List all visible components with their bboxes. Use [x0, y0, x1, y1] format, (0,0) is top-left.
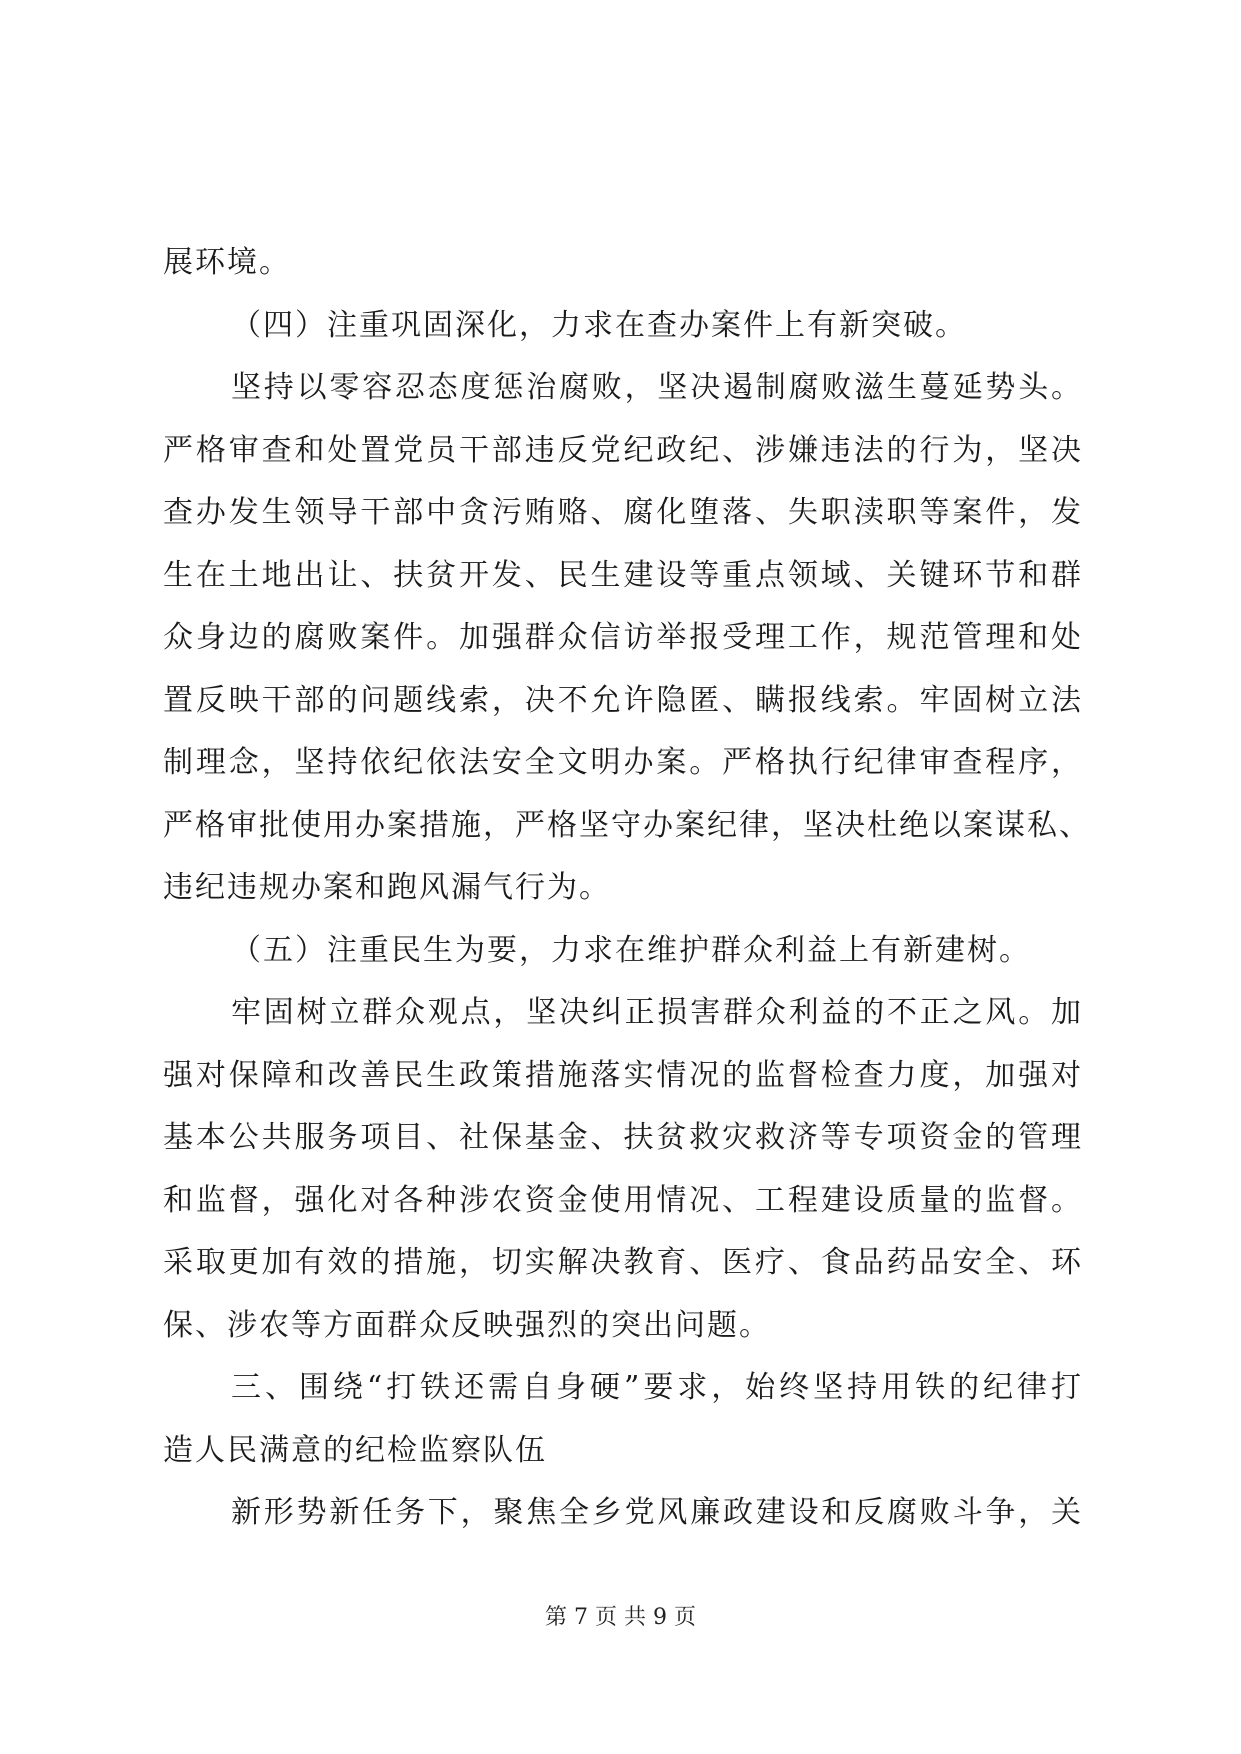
paragraph-line: 违纪违规办案和跑风漏气行为。 — [163, 870, 611, 905]
section-heading: 造人民满意的纪检监察队伍 — [163, 1432, 547, 1468]
section-heading: （五）注重民生为要，力求在维护群众利益上有新建树。 — [231, 932, 1031, 968]
paragraph-line: 牢固树立群众观点，坚决纠正损害群众利益的不正之风。加 — [231, 995, 1083, 1030]
paragraph-line: 生在土地出让、扶贫开发、民生建设等重点领域、关键环节和群 — [163, 557, 1083, 593]
paragraph-line: 众身边的腐败案件。加强群众信访举报受理工作，规范管理和处 — [163, 620, 1083, 655]
paragraph-line: 保、涉农等方面群众反映强烈的突出问题。 — [163, 1307, 771, 1343]
section-heading: 三、围绕“打铁还需自身硬”要求，始终坚持用铁的纪律打 — [231, 1370, 1083, 1405]
paragraph-line: 采取更加有效的措施，切实解决教育、医疗、食品药品安全、环 — [163, 1245, 1083, 1280]
paragraph-line: 严格审批使用办案措施，严格坚守办案纪律，坚决杜绝以案谋私、 — [163, 807, 1091, 843]
page-number-footer: 第 7 页 共 9 页 — [545, 1605, 696, 1630]
paragraph-line: 新形势新任务下，聚焦全乡党风廉政建设和反腐败斗争，关 — [231, 1495, 1083, 1530]
paragraph-line: 基本公共服务项目、社保基金、扶贫救灾救济等专项资金的管理 — [163, 1120, 1083, 1155]
paragraph-line: 和监督，强化对各种涉农资金使用情况、工程建设质量的监督。 — [163, 1182, 1083, 1218]
paragraph-line: 置反映干部的问题线索，决不允许隐匿、瞒报线索。牢固树立法 — [163, 682, 1083, 718]
section-heading: （四）注重巩固深化，力求在查办案件上有新突破。 — [231, 307, 967, 343]
text-line: 展环境。 — [163, 245, 291, 280]
document-body — [163, 232, 1091, 1545]
paragraph-line: 制理念，坚持依纪依法安全文明办案。严格执行纪律审查程序， — [163, 745, 1083, 780]
paragraph-line: 强对保障和改善民生政策措施落实情况的监督检查力度，加强对 — [163, 1057, 1083, 1093]
paragraph-line: 坚持以零容忍态度惩治腐败，坚决遏制腐败滋生蔓延势头。 — [231, 370, 1083, 405]
paragraph-line: 严格审查和处置党员干部违反党纪政纪、涉嫌违法的行为，坚决 — [163, 432, 1083, 468]
paragraph-line: 查办发生领导干部中贪污贿赂、腐化堕落、失职渎职等案件，发 — [163, 495, 1083, 530]
